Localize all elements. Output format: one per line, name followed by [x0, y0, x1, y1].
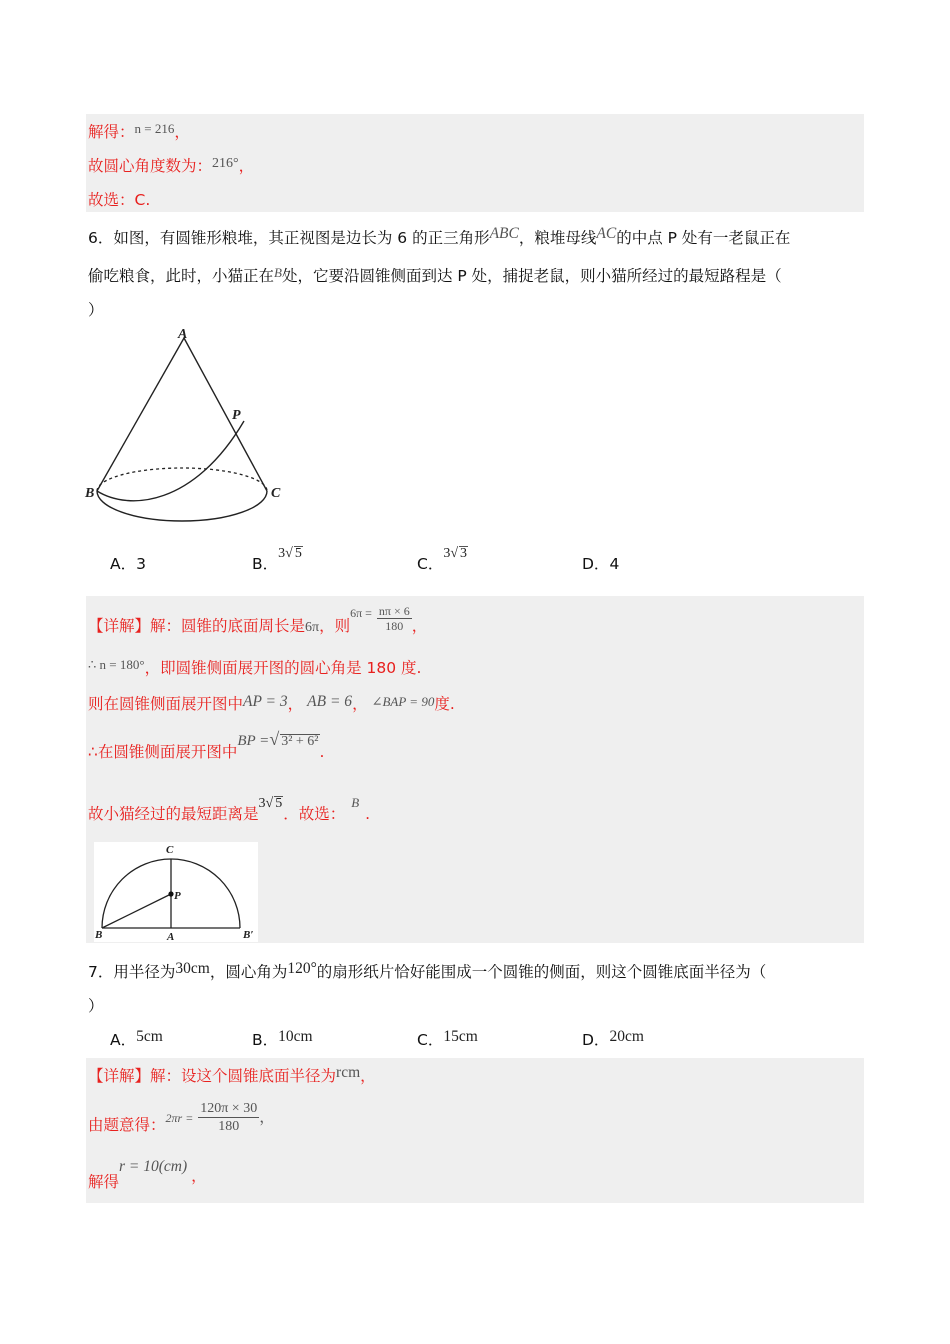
top-line-2 [88, 154, 254, 176]
cone-shortest-path [97, 421, 244, 501]
text: ．故选： [283, 805, 346, 823]
math: r = 10(cm) [119, 1158, 188, 1175]
option-value: 10cm [278, 1028, 313, 1045]
text: 偷吃粮食，此时，小猫正在 [88, 267, 275, 285]
q6-stem-line-2 [88, 264, 782, 286]
text: ，圆心角为 [209, 963, 288, 981]
top-line-3: 故选：C. [88, 191, 151, 209]
text: ， [352, 695, 368, 713]
option-value: 15cm [443, 1028, 478, 1045]
cone-label-c: C [271, 486, 281, 501]
option-label: C． [417, 555, 444, 573]
option-label: A． [110, 1031, 137, 1049]
q7-solution-line-1 [88, 1064, 376, 1086]
text: ，粮堆母线 [518, 229, 597, 247]
math: 216° [212, 156, 239, 171]
q6-option-d[interactable] [582, 552, 619, 574]
fraction-denominator: 180 [385, 619, 404, 633]
q6-option-c[interactable] [417, 540, 468, 573]
q6-stem-line-3: ） [88, 301, 104, 319]
math: ∴ n = 180° [88, 657, 145, 672]
math: 120° [287, 960, 317, 977]
text: ，即圆锥侧面展开图的圆心角是 180 度. [144, 659, 422, 677]
math: n = 216 [134, 121, 175, 136]
text: ， [174, 123, 190, 141]
math: rcm [336, 1064, 361, 1081]
math: AP = 3 [243, 693, 288, 710]
sector-label-c: C [166, 844, 174, 856]
sector-label-b-prime: B′ [243, 929, 254, 941]
math-radicand: 5 [275, 796, 283, 811]
fraction [377, 604, 412, 633]
q7-solution-line-3 [88, 1154, 207, 1191]
text: ， [238, 157, 255, 175]
text: . [365, 805, 371, 823]
math: 30cm [175, 960, 210, 977]
text: 的中点 P 处有一老鼠正在 [616, 229, 791, 247]
q7-option-b[interactable] [252, 1028, 313, 1050]
math: 2πr = [165, 1111, 194, 1125]
text: 6．如图，有圆锥形粮堆，其正视图是边长为 6 的正三角形 [88, 229, 490, 247]
text: 解得： [88, 123, 135, 141]
q6-solution-line-1 [88, 600, 428, 635]
text: ，则 [319, 617, 351, 635]
text: 解：设这个圆锥底面半径为 [150, 1067, 337, 1085]
text: ， [360, 1067, 376, 1085]
cone-label-b: B [85, 486, 95, 501]
fraction-numerator: 120π × 30 [200, 1101, 258, 1116]
option-value: 4 [609, 555, 620, 573]
q7-option-a[interactable] [110, 1028, 163, 1050]
math: 3 [258, 796, 266, 811]
fraction-numerator: nπ × 6 [378, 604, 410, 618]
text: 解：圆锥的底面周长是 [150, 617, 306, 635]
sector-label-p: P [174, 890, 181, 902]
q7-stem-line-1 [88, 960, 766, 982]
math: ABC [489, 225, 519, 242]
q6-solution-line-5 [88, 790, 371, 823]
option-value: 3 [136, 555, 146, 573]
math: AB = 6 [307, 693, 353, 710]
q6-cone-figure [84, 326, 294, 526]
q6-unfolded-sector-figure [94, 842, 258, 942]
text: 解得 [88, 1173, 120, 1191]
option-label: C． [417, 1031, 444, 1049]
option-value: 5cm [136, 1028, 163, 1045]
q6-option-b[interactable] [252, 540, 303, 573]
option-label: A． [110, 555, 137, 573]
cone-label-p: P [232, 408, 241, 423]
math: ∠BAP = 90 [371, 694, 435, 709]
top-line-1 [88, 120, 190, 142]
option-coef: 3 [278, 546, 286, 561]
text: ， [259, 1108, 275, 1126]
math: BP = [237, 733, 270, 749]
text: . [319, 743, 325, 761]
text: ， [191, 1167, 207, 1185]
math: B [351, 795, 360, 810]
option-label: B． [252, 1031, 279, 1049]
detail-tag: 【详解】 [88, 617, 151, 635]
math-radicand: 3² + 6² [281, 734, 319, 749]
sqrt-sign: √ [265, 796, 274, 811]
text: 故小猫经过的最短距离是 [88, 805, 259, 823]
sqrt-sign: √ [285, 546, 293, 561]
cone-label-a: A [178, 327, 188, 342]
math: B [274, 265, 282, 280]
q7-option-c[interactable] [417, 1028, 478, 1050]
math: AC [596, 225, 617, 242]
q7-stem-line-2: ） [88, 997, 104, 1015]
q6-solution-line-3 [88, 692, 455, 714]
sqrt-sign: √ [450, 546, 459, 561]
text: ∴在圆锥侧面展开图中 [88, 743, 238, 761]
fraction-denominator: 180 [218, 1119, 240, 1134]
q6-solution-line-2 [88, 656, 421, 678]
text: 的扇形纸片恰好能围成一个圆锥的侧面，则这个圆锥底面半径为（ [316, 963, 767, 981]
point-p [168, 891, 173, 896]
text: 7．用半径为 [88, 963, 176, 981]
sqrt-sign: √ [269, 729, 280, 749]
detail-tag: 【详解】 [88, 1067, 151, 1085]
cone-edge-ac [184, 338, 267, 491]
option-radicand: 5 [294, 546, 302, 561]
text: 由题意得： [88, 1116, 166, 1134]
option-label: B． [252, 555, 279, 573]
option-value: 20cm [609, 1028, 644, 1045]
fraction [198, 1100, 259, 1135]
option-label: D． [582, 555, 610, 573]
option-radicand: 3 [460, 546, 468, 561]
text: 则在圆锥侧面展开图中 [88, 695, 244, 713]
text: 处，它要沿圆锥侧面到达 P 处，捕捉老鼠，则小猫所经过的最短路程是（ [281, 267, 782, 285]
text: ， [411, 617, 428, 635]
q7-solution-line-2 [88, 1100, 275, 1135]
option-coef: 3 [443, 546, 451, 561]
q6-solution-line-4 [88, 728, 325, 761]
q7-option-d[interactable] [582, 1028, 644, 1050]
math: 6π = [350, 606, 372, 620]
q6-option-a[interactable] [110, 552, 146, 574]
text: 度. [434, 695, 455, 713]
q6-stem-line-1 [88, 226, 790, 248]
sector-label-b: B [95, 929, 103, 941]
math: 6π [305, 620, 320, 635]
cone-base-front [97, 491, 267, 521]
sector-label-a: A [167, 931, 175, 942]
text: 故圆心角度数为： [88, 157, 213, 175]
text: ， [287, 695, 304, 713]
option-label: D． [582, 1031, 610, 1049]
